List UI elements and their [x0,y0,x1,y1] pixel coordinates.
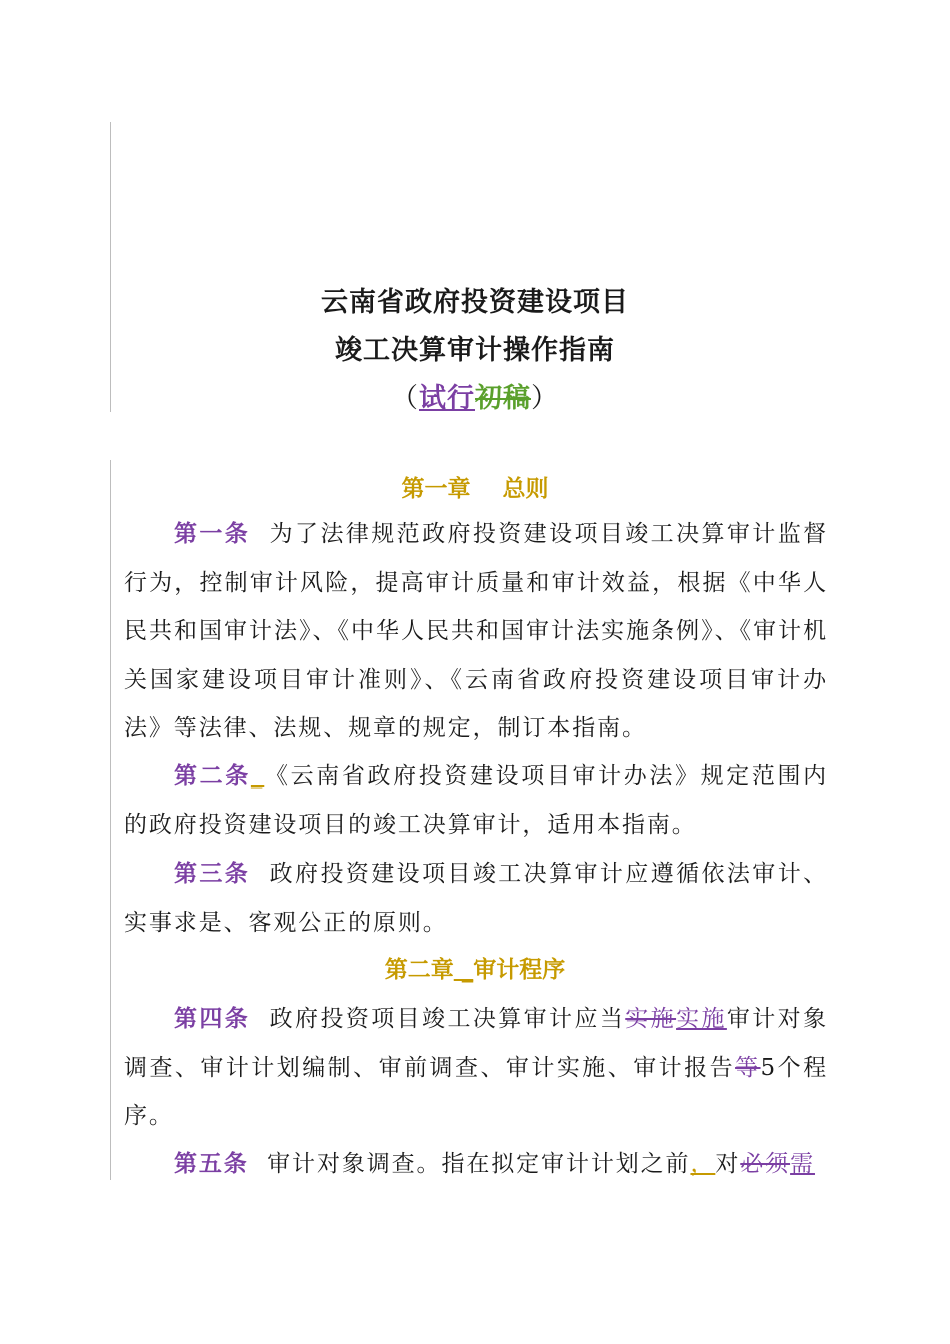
chapter-heading-2 [0,951,950,984]
article-3 [124,850,828,947]
inserted-marker: _ [250,763,265,789]
deleted-text: 初稿 [475,383,531,414]
article-label: 第三条 [174,860,251,887]
article-2 [124,752,828,849]
article-text: 政府投资建设项目竣工决算审计应遵循依法审计、实事求是、客观公正的原则。 [124,861,828,936]
article-text: 为了法律规范政府投资建设项目竣工决算审计监督行为，控制审计风险，提高审计质量和审计效益，根据《中华人民共和国审计法》、《中华人民共和国审计法实施条例》、《审计机关国家建设项目审计准则》、《云南省政府投资建设项目审计办法》等法律、法规、规章的规定，制订本指南。 [124,521,828,741]
chapter-name: 总则 [502,475,549,502]
article-text: 对 [715,1151,741,1177]
chapter-label: 第二章 [384,956,454,983]
article-text: 5个程序。 [124,1054,828,1129]
chapter-label: 第一章 [401,475,471,502]
deleted-text: 等 [735,1054,761,1081]
chapter-heading-1 [0,470,950,503]
inserted-text: 试行 [419,383,475,414]
deleted-text: 实施 [625,1006,677,1032]
inserted-text: ， [690,1151,716,1177]
document-title-line1: 云南省政府投资建设项目 [321,287,629,318]
draft-status [419,383,531,414]
inserted-text: 需 [790,1151,815,1177]
chapter-name: 审计程序 [473,956,566,983]
article-text: 审计对象调查。指在拟定审计计划之前 [267,1151,691,1177]
chapter-sep: _ [453,956,474,983]
article-text: 《云南省政府投资建设项目审计办法》规定范围内的政府投资建设项目的竣工决算审计，适用本指南。 [124,763,828,838]
paren-open: （ [391,383,419,414]
paren-close: ） [531,383,559,414]
deleted-text: 必须 [740,1151,791,1177]
article-label: 第四条 [174,1005,251,1032]
article-label: 第五条 [174,1150,249,1177]
article-1 [124,510,828,753]
article-5 [124,1140,828,1189]
article-label: 第二条 [174,762,251,789]
revision-margin-line [110,460,111,1180]
article-text: 政府投资项目竣工决算审计应当 [269,1006,626,1032]
document-title-status [0,376,950,415]
article-label: 第一条 [174,520,251,547]
revision-margin-line [110,122,111,412]
article-text: 审计对象调查、审计计划编制、审前调查、审计实施、审计报告 [124,1006,828,1081]
document-title-line2: 竣工决算审计操作指南 [335,335,615,366]
inserted-text: 实施 [676,1006,727,1032]
article-4 [124,995,828,1141]
